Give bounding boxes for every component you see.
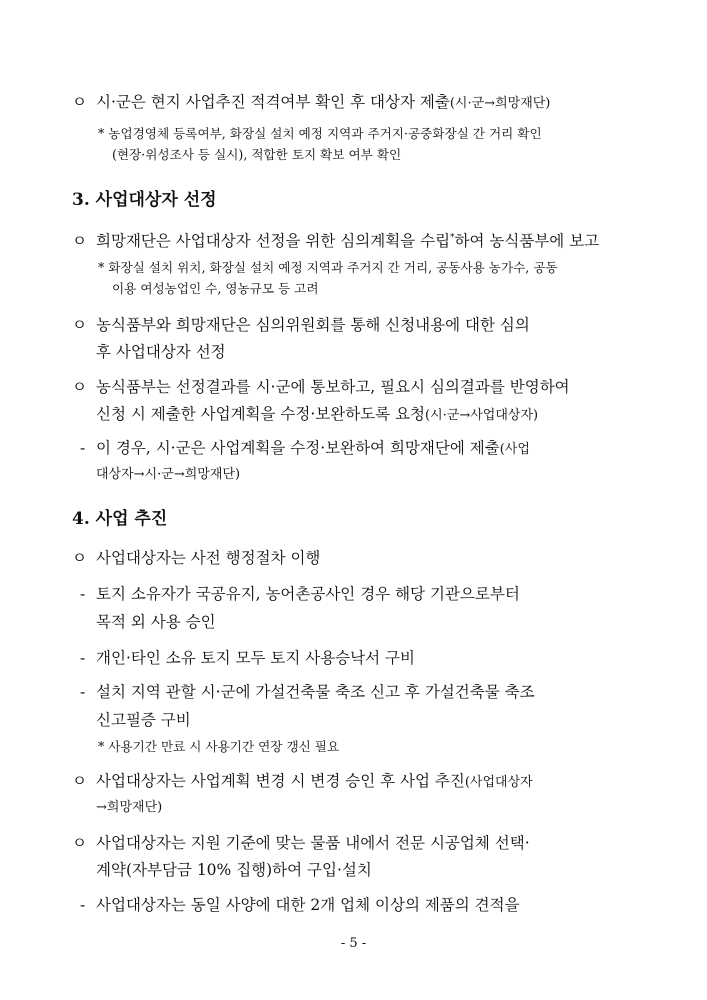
dash-text-continued: 신고필증 구비 [96,711,191,729]
bullet-text: 희망재단은 사업대상자 선정을 위한 심의계획을 수립 [96,232,451,250]
circle-bullet: ㅇ [72,834,87,852]
bullet-text: 사업대상자는 사업계획 변경 시 변경 승인 후 사업 추진 [96,772,465,790]
bullet-text: 사업대상자는 지원 기준에 맞는 물품 내에서 전문 시공업체 선택· [96,834,530,852]
bullet-text: 신청 시 제출한 사업계획을 수정·보완하도록 요청 [96,405,426,423]
footnote-marker: * [450,233,455,243]
dash-text: 토지 소유자가 국공유지, 농어촌공사인 경우 해당 기관으로부터 [96,585,520,603]
circle-bullet: ㅇ [72,378,87,396]
dash-item [80,682,535,702]
circle-bullet: ㅇ [72,93,87,111]
dash-paren: (사업 [499,442,530,457]
dash-marker: - [80,439,86,457]
circle-bullet: ㅇ [72,772,87,790]
bullet-text: 시·군은 현지 사업추진 적격여부 확인 후 대상자 제출 [96,93,450,111]
section-title: 4. 사업 추진 [72,509,168,529]
bullet-text: 사업대상자는 사전 행정절차 이행 [96,549,321,567]
note-line: (현장·위성조사 등 실시), 적합한 토지 확보 여부 확인 [112,147,402,162]
note-line: * 농업경영체 등록여부, 화장실 설치 예정 지역과 주거지·공중화장실 간 거리 확인 [98,126,542,141]
dash-text: 설치 지역 관할 시·군에 가설건축물 축조 신고 후 가설건축물 축조 [96,683,535,701]
bullet-paren: (시·군→희망재단) [449,96,551,111]
circle-bullet: ㅇ [72,316,87,334]
bullet-paren: (시·군→사업대상자) [425,408,539,423]
dash-marker: - [80,896,86,914]
bullet-item [72,228,599,251]
bullet-text-continued: →희망재단) [96,800,163,815]
note-line: * 사용기간 만료 시 사용기간 연장 갱신 필요 [98,739,340,754]
dash-marker: - [80,585,86,603]
circle-bullet: ㅇ [72,549,87,567]
section-title: 3. 사업대상자 선정 [72,190,217,210]
dash-text-continued: 대상자→시·군→희망재단) [96,467,241,482]
bullet-item [72,377,570,397]
dash-marker: - [80,683,86,701]
dash-item [80,584,520,604]
bullet-item [72,548,320,568]
dash-text: 개인·타인 소유 토지 모두 토지 사용승낙서 구비 [96,649,415,667]
bullet-text-continued: 계약(자부담금 10% 집행)하여 구입·설치 [96,861,372,879]
dash-item [80,648,415,668]
bullet-text-continued: 후 사업대상자 선정 [96,343,226,361]
dash-marker: - [80,649,86,667]
dash-text: 사업대상자는 동일 사양에 대한 2개 업체 이상의 제품의 견적을 [96,896,520,914]
dash-item [80,895,520,915]
bullet-paren: (사업대상자 [464,775,533,790]
bullet-text-continued [96,404,538,426]
dash-text: 이 경우, 시·군은 사업계획을 수정·보완하여 희망재단에 제출 [96,439,500,457]
bullet-item [72,771,533,793]
circle-bullet: ㅇ [72,232,87,250]
dash-text-continued: 목적 외 사용 승인 [96,613,216,631]
bullet-item [72,315,530,335]
bullet-text: 농식품부는 선정결과를 시·군에 통보하고, 필요시 심의결과를 반영하여 [96,378,570,396]
bullet-item [72,92,550,114]
bullet-text: 하여 농식품부에 보고 [454,232,600,250]
bullet-text: 농식품부와 희망재단은 심의위원회를 통해 신청내용에 대한 심의 [96,316,530,334]
bullet-item [72,833,530,853]
note-line: 이용 여성농업인 수, 영농규모 등 고려 [112,281,319,296]
page-number: - 5 - [340,936,367,951]
note-line: * 화장실 설치 위치, 화장실 설치 예정 지역과 주거지 간 거리, 공동사용 농가수, 공동 [98,260,558,275]
dash-item [80,438,530,460]
